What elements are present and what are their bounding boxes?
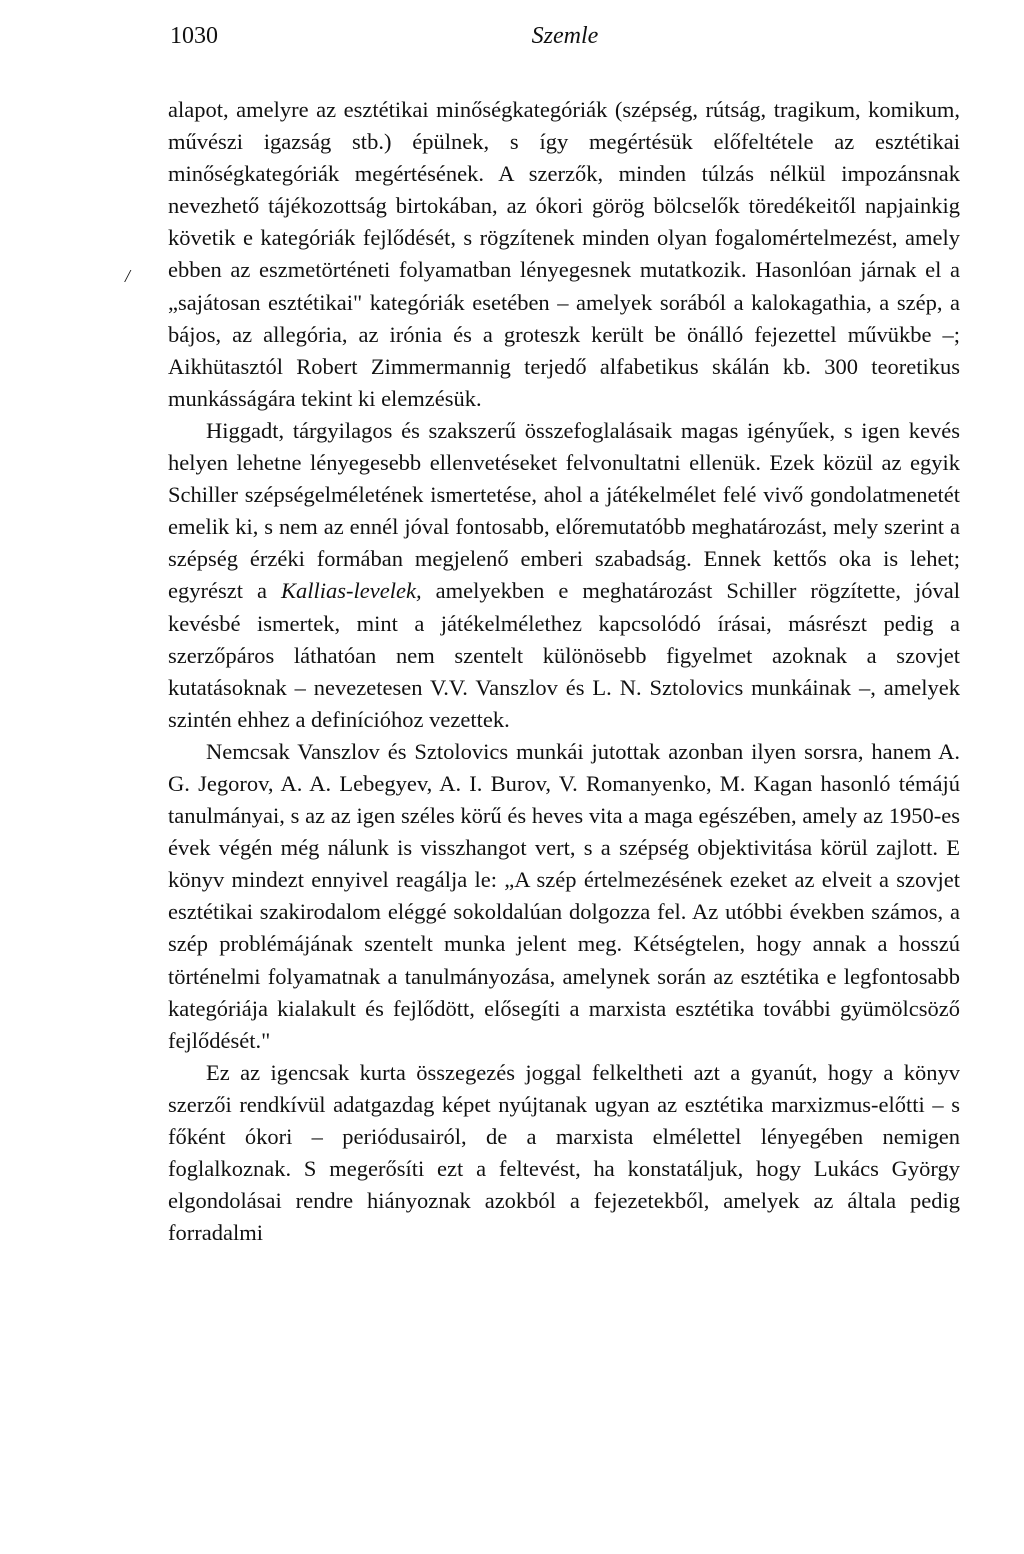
paragraph-2-italic-title: Kallias-levelek, (281, 578, 422, 604)
running-head: Szemle (531, 23, 599, 49)
paragraph-3 (168, 736, 960, 1057)
margin-mark: / (125, 266, 131, 286)
paragraph-1-text: alapot, amelyre az esztétikai minőségkategóriák (szépség, rútság, tragikum, komikum, művészi igazság stb.) épülnek, s így megértésük előfeltétele az esztétikai minőségkategóriák megértésének. A szerzők, minden túlzás nélkül impozánsnak nevezhető tájékozottság birtokában, az ókori görög bölcselők töredékeitől napjainkig követik e kategóriák fejlődését, s rögzítenek minden olyan fogalomértelmezést, amely ebben az eszmetörténeti folyamatban lényegesnek mutatkozik. Hasonlóan járnak el a „sajátosan esztétikai" kategóriák esetében – amelyek sorából a kalokagathia, a szép, a bájos, az allegória, az irónia és a groteszk került be önálló fejezettel művükbe –; Aikhütasztól Robert Zimmermannig terjedő alfabetikus skálán kb. 300 teoretikus munkásságára tekint ki elemzésük. (168, 97, 960, 411)
paragraph-2-text: Higgadt, tárgyilagos és szakszerű összefoglalásaik magas igényűek, s igen kevés helyen lehetne lényegesebb ellenvetéseket felvonultatni ellenük. Ezek közül az egyik Schiller szépségelméletének ismertetése, ahol a játékelmélet felé vivő gondolatmenetét emelik ki, s nem az ennél jóval fontosabb, előremutatóbb meghatározást, mely szerint a szépség érzéki formában megjelenő emberi szabadság. Ennek kettős oka is lehet; egyrészt a (168, 417, 960, 604)
page-header (170, 22, 960, 54)
body-text (168, 94, 960, 1249)
paragraph-4-text: Ez az igencsak kurta összegezés joggal felkeltheti azt a gyanút, hogy a könyv szerzői rendkívül adatgazdag képet nyújtanak ugyan az esztétika marxizmus-előtti – s főként ókori – periódusairól, de a marxista elmélettel lényegében nemigen foglalkoznak. S megerősíti ezt a feltevést, ha konstatáljuk, hogy Lukács György elgondolásai rendre hiányoznak azokból a fejezetekből, amelyek az általa pedig forradalmi (168, 1059, 960, 1246)
paragraph-1 (168, 94, 960, 415)
paragraph-3-text: Nemcsak Vanszlov és Sztolovics munkái jutottak azonban ilyen sorsra, hanem A. G. Jegorov, A. A. Lebegyev, A. I. Burov, V. Romanyenko, M. Kagan hasonló témájú tanulmányai, s az az igen széles körű és heves vita a maga egészében, amely az 1950-es évek végén még nálunk is visszhangot vert, s a szépség objektivitása körül zajlott. E könyv mindezt ennyivel reagálja le: „A szép értelmezésének ezeket az elveit a szovjet esztétikai szakirodalom eléggé sokoldalúan dolgozza fel. Az utóbbi években számos, a szép problémájának szentelt munka jelent meg. Kétségtelen, hogy annak a hosszú történelmi folyamatnak a tanulmányozása, amelynek során az esztétika e legfontosabb kategóriája kialakult és fejlődött, elősegíti a marxista esztétika további gyümölcsöző fejlődését." (168, 738, 960, 1053)
paragraph-4 (168, 1057, 960, 1250)
paragraph-2-text-after: amelyekben e meghatározást Schiller rögzítette, jóval kevésbé ismertek, mint a játékelmélethez kapcsolódó írásai, másrészt pedig a szerzőpáros láthatóan nem szentelt különösebb figyelmet azoknak a szovjet kutatásoknak – nevezetesen V.V. Vanszlov és L. N. Sztolovics munkáinak –, amelyek szintén ehhez a definícióhoz vezettek. (168, 578, 961, 732)
paragraph-2 (168, 415, 960, 736)
page-number: 1030 (170, 23, 218, 49)
